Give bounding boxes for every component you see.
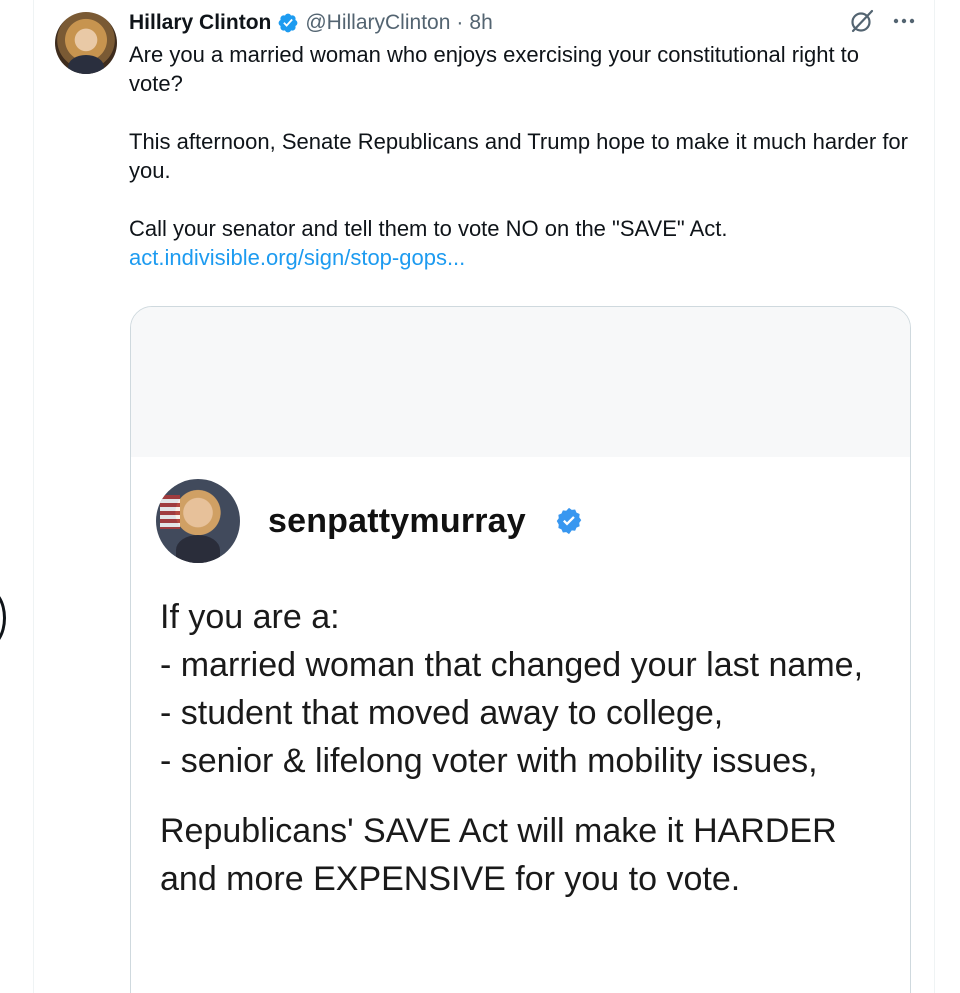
tweet-content — [129, 6, 915, 272]
embedded-closing-line-2: and more EXPENSIVE for you to vote. — [160, 860, 741, 898]
more-icon[interactable] — [893, 17, 915, 25]
timeline-column-border-right — [934, 0, 935, 993]
embedded-line-1: If you are a: — [160, 598, 340, 636]
embedded-line-2: - married woman that changed your last name, — [160, 646, 864, 684]
embedded-post-text — [160, 593, 900, 903]
tweet-timestamp[interactable]: 8h — [469, 11, 493, 34]
timeline-column-border-left — [33, 0, 34, 993]
embedded-gap — [160, 785, 900, 807]
media-top-band — [131, 307, 910, 459]
author-handle[interactable]: @HillaryClinton — [305, 11, 451, 34]
grok-icon[interactable] — [849, 8, 875, 34]
embedded-line-3: - student that moved away to college, — [160, 694, 724, 732]
author-avatar[interactable] — [55, 12, 117, 74]
embedded-verified-icon — [554, 506, 584, 536]
embedded-username: senpattymurray — [268, 501, 526, 540]
tweet-paragraph-3: Call your senator and tell them to vote NO on the "SAVE" Act. — [129, 216, 728, 241]
tweet-paragraph-1: Are you a married woman who enjoys exercising your constitutional right to vote? — [129, 42, 860, 96]
header-actions — [849, 8, 915, 34]
tweet-link[interactable]: act.indivisible.org/sign/stop-gops... — [129, 245, 466, 270]
embedded-post-header — [156, 479, 584, 563]
media-card[interactable] — [130, 306, 911, 993]
embedded-avatar — [156, 479, 240, 563]
author-name[interactable]: Hillary Clinton — [129, 11, 272, 34]
tweet-paragraph-2: This afternoon, Senate Republicans and Trump hope to make it much harder for you. — [129, 129, 908, 183]
embedded-line-4: - senior & lifelong voter with mobility issues, — [160, 742, 818, 780]
embedded-closing-line-1: Republicans' SAVE Act will make it HARDER — [160, 812, 837, 850]
verified-badge-icon[interactable] — [277, 12, 299, 34]
tweet-text — [129, 40, 915, 272]
floating-button-partial[interactable] — [0, 588, 6, 648]
tweet-header — [129, 6, 915, 40]
header-separator: · — [456, 11, 464, 34]
